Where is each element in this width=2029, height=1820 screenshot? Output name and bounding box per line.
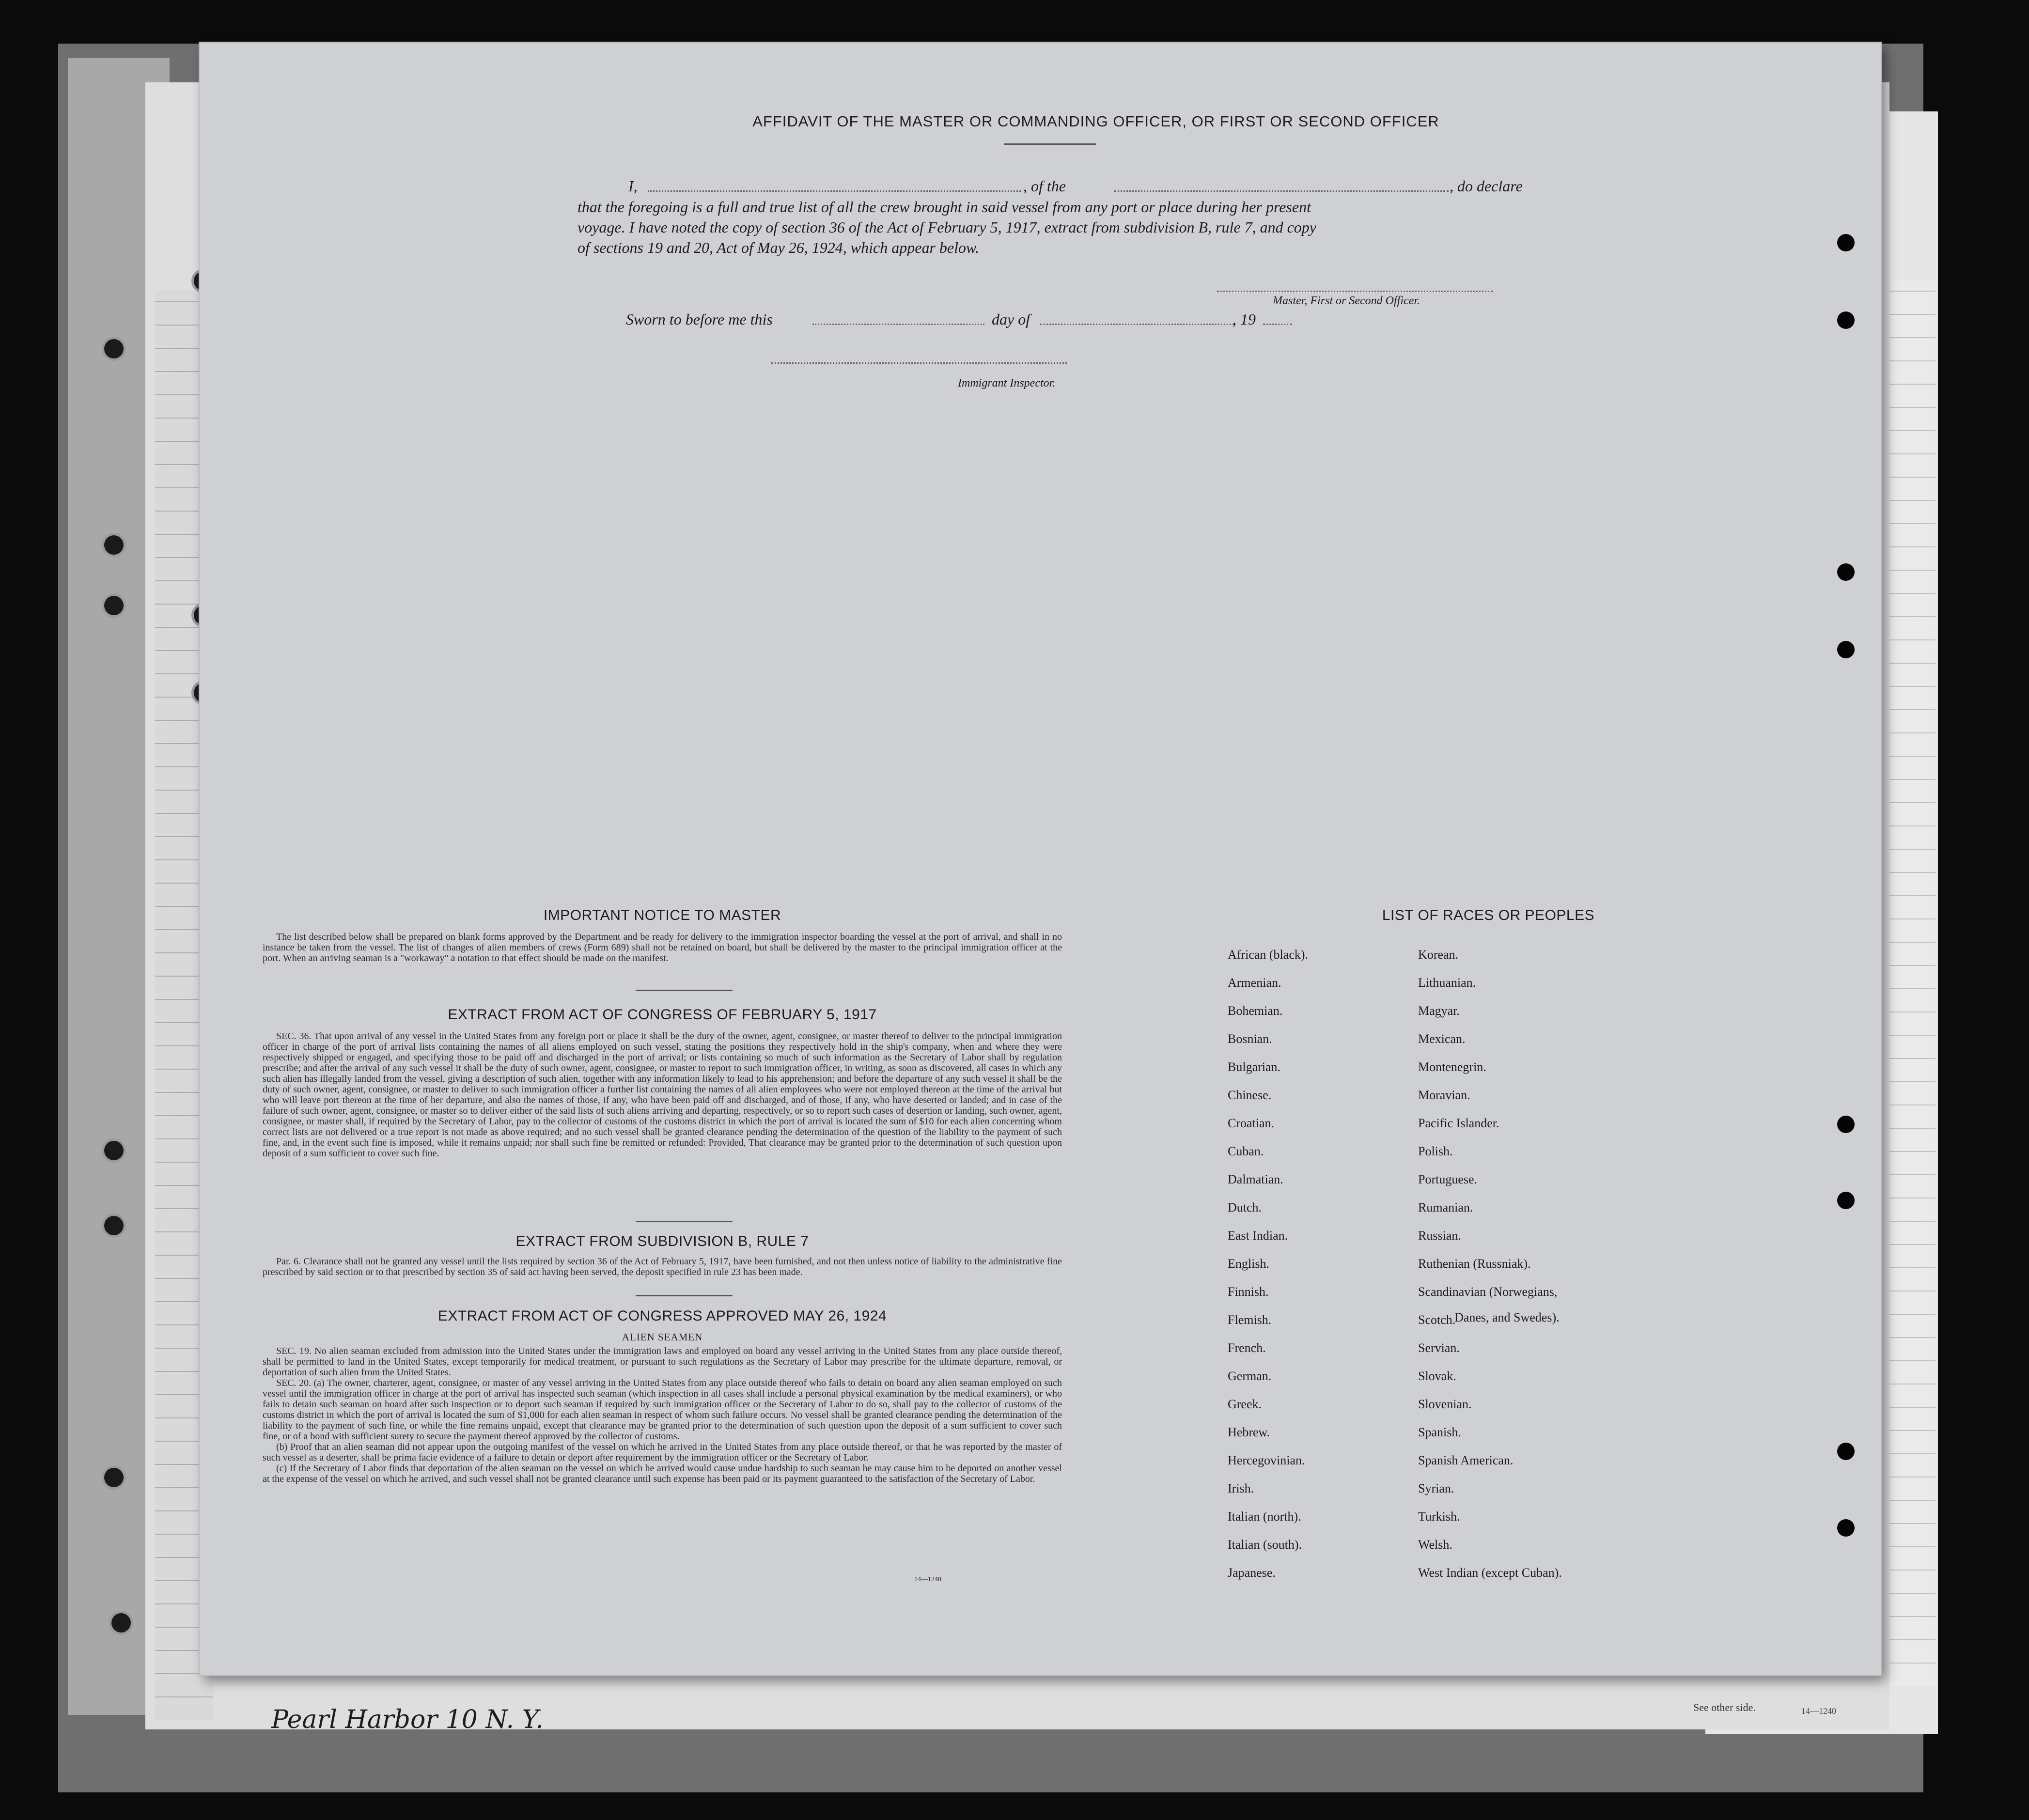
race-item: Slovenian. (1418, 1397, 1472, 1411)
race-item: Magyar. (1418, 1004, 1460, 1018)
affidavit-of-the: , of the (1023, 177, 1066, 195)
punch-hole (1837, 1443, 1855, 1460)
race-item: Dutch. (1228, 1200, 1262, 1214)
race-item: German. (1228, 1369, 1272, 1383)
races-heading: LIST OF RACES OR PEOPLES (1382, 907, 1595, 923)
rule-7-body (263, 1256, 1062, 1277)
sec-20c-text: (c) If the Secretary of Labor finds that deportation of the alien seaman on the vessel on which he arrived would cause undue hardship to such seaman he may cause him to be deported on another vessel at the expense of the vessel on which he arrived, and such vessel shall not be granted clearance until such expense has been paid or its payment guaranteed to the satisfaction of the Secretary of Labor. (263, 1463, 1062, 1484)
alien-seamen-subheading: ALIEN SEAMEN (622, 1331, 703, 1343)
sec-19-text: SEC. 19. No alien seaman excluded from admission into the United States under the immigration laws and employed on board any vessel arriving in the United States from any place outside thereof, shall be permitted to land in the United States, except temporarily for medical treatment, or pursuant to such regulations as the Secretary of Labor may prescribe for the ultimate departure, removal, or deportation of such alien from the United States. (263, 1346, 1062, 1378)
punch-hole (1837, 1192, 1855, 1209)
race-item: Servian. (1418, 1341, 1460, 1355)
race-item: Ruthenian (Russniak). (1418, 1257, 1531, 1271)
notice-body (263, 932, 1062, 964)
race-item: Spanish American. (1418, 1453, 1514, 1467)
extract-1924-heading: EXTRACT FROM ACT OF CONGRESS APPROVED MAY 26, 1924 (437, 1308, 887, 1324)
race-item: Bohemian. (1228, 1004, 1283, 1018)
race-item: Japanese. (1228, 1566, 1276, 1580)
affidavit-title: AFFIDAVIT OF THE MASTER OR COMMANDING OFFICER, OR FIRST OR SECOND OFFICER (752, 113, 1439, 130)
extract-1924-body (263, 1346, 1062, 1484)
race-item: Italian (north). (1228, 1509, 1301, 1524)
inspector-label: Immigrant Inspector. (958, 377, 1056, 389)
race-item: Moravian. (1418, 1088, 1470, 1102)
day-of-text: day of (992, 311, 1030, 328)
title-rule (1004, 143, 1096, 145)
race-item: Dalmatian. (1228, 1172, 1283, 1186)
race-item: East Indian. (1228, 1229, 1288, 1243)
race-item: Bosnian. (1228, 1032, 1272, 1046)
race-item: Rumanian. (1418, 1200, 1473, 1214)
race-item: Greek. (1228, 1397, 1262, 1411)
form-number: 14—1240 (914, 1576, 941, 1583)
race-item: Russian. (1418, 1229, 1461, 1243)
binder-hole (104, 1141, 124, 1160)
affidavit-do-declare: , do declare (1450, 177, 1523, 195)
binder-hole (104, 535, 124, 555)
race-item: Polish. (1418, 1144, 1453, 1158)
race-item: Scotch. (1418, 1313, 1456, 1327)
sworn-day-blank (812, 324, 984, 325)
race-item: Lithuanian. (1418, 976, 1476, 990)
race-item: Croatian. (1228, 1116, 1275, 1130)
race-item: English. (1228, 1257, 1269, 1271)
affidavit-i: I, (628, 177, 638, 195)
race-item: Korean. (1418, 948, 1459, 962)
race-item: Irish. (1228, 1481, 1254, 1495)
inspector-signature-line (771, 362, 1067, 364)
handwritten-annotation: Pearl Harbor 10 N. Y. (271, 1705, 544, 1734)
race-item: Pacific Islander. (1418, 1116, 1499, 1130)
section-rule (636, 990, 733, 991)
extract-1917-heading: EXTRACT FROM ACT OF CONGRESS OF FEBRUARY 5, 1917 (448, 1007, 877, 1023)
master-signature-line (1217, 291, 1493, 292)
race-item: Hercegovinian. (1228, 1453, 1305, 1467)
year-prefix: , 19 (1233, 311, 1256, 328)
race-item: French. (1228, 1341, 1266, 1355)
race-item: Slovak. (1418, 1369, 1456, 1383)
extract-1917-body (263, 1031, 1062, 1159)
affidavit-line-2: that the foregoing is a full and true list of all the crew brought in said vessel from any port or place during her present (577, 198, 1311, 216)
race-item: Flemish. (1228, 1313, 1272, 1327)
sworn-year-blank (1263, 324, 1292, 325)
binder-hole (104, 1216, 124, 1235)
race-item: Syrian. (1418, 1481, 1454, 1495)
manifest-back-page (200, 43, 1881, 1675)
sworn-month-blank (1040, 324, 1234, 325)
binder-hole (104, 596, 124, 615)
notice-text: The list described below shall be prepared on blank forms approved by the Department and be ready for delivery to the immigration inspector boarding the vessel at the port of arrival, and shall in no instance be taken from the vessel. The list of changes of alien members of crews (Form 689) shall not be retained on board, but shall be delivered by the master to the principal immigration officer at the port. When an arriving seaman is a "workaway" a notation to that effect should be made on the manifest. (263, 932, 1062, 964)
punch-hole (1837, 641, 1855, 658)
binder-hole (104, 339, 124, 358)
punch-hole (1837, 1519, 1855, 1537)
race-item: Armenian. (1228, 976, 1281, 990)
punch-hole (1837, 311, 1855, 329)
other-side-note: See other side. (1693, 1701, 1756, 1713)
notice-heading: IMPORTANT NOTICE TO MASTER (543, 907, 781, 923)
sec-20a-text: SEC. 20. (a) The owner, charterer, agent, consignee, or master of any vessel arriving in the United States from any place outside thereof who fails to detain on board any alien seaman employed on such vessel until the immigration officer in charge at the port of arrival has inspected such seaman (which inspection in all cases shall include a personal physical examination by the medical examiners), or who fails to detain such seaman on board after such inspection or to deport such seaman if required by such immigration officer or the Secretary of Labor to do so, shall pay to the collector of customs of the customs district in which the port of arrival is located the sum of $1,000 for each alien seaman in respect of whom such failure occurs. No vessel shall be granted clearance pending the determination of the liability to the payment of such fine, or while the fine remains unpaid, except that clearance may be granted prior to the determination of such question upon the deposit of a sum sufficient to cover such fine, or of a bond with sufficient surety to secure the payment thereof approved by the collector of customs. (263, 1378, 1062, 1442)
race-item: Welsh. (1418, 1538, 1452, 1552)
race-item: Montenegrin. (1418, 1060, 1486, 1074)
margin-form-number: 14—1240 (1801, 1706, 1836, 1716)
rule-7-heading: EXTRACT FROM SUBDIVISION B, RULE 7 (515, 1233, 809, 1249)
sworn-before-text: Sworn to before me this (626, 311, 773, 328)
race-item: Finnish. (1228, 1285, 1269, 1299)
vessel-blank (1114, 190, 1449, 192)
section-rule (636, 1221, 733, 1222)
affidavit-line-4: of sections 19 and 20, Act of May 26, 1924, which appear below. (577, 239, 979, 256)
name-blank (648, 190, 1021, 192)
race-item: African (black). (1228, 948, 1309, 962)
section-36-text: SEC. 36. That upon arrival of any vessel in the United States from any foreign port or place it shall be the duty of the owner, agent, consignee, or master thereof to deliver to the principal immigration officer in charge of the port of arrival lists containing the names of all aliens employed on such vessel, stating the positions they respectively hold in the ship's company, when and where they were respectively shipped or engaged, and specifying those to be paid off and discharged in the port of arrival; or lists containing so much of such information as the Secretary of Labor shall by regulation prescribe; and after the arrival of any such vessel it shall be the duty of such owner, agent, consignee, or master to report to such immigration officer, in writing, as soon as discovered, all cases in which any such alien has illegally landed from the vessel, giving a description of such alien, together with any information likely to lead to his apprehension; and before the departure of any such vessel it shall be the duty of such owner, agent, consignee, or master to deliver to such immigration officer a further list containing the names of all alien employees who were not employed thereon at the time of the arrival but who will leave port thereon at the time of her departure, and also the names of those, if any, who have been paid off and discharged, and of those, if any, who have deserted or landed; and in case of the failure of such owner, agent, consignee, or master so to deliver either of the said lists of such aliens arriving and departing, respectively, or so to report such cases of desertion or landing, such owner, agent, consignee, or master shall, if required by the Secretary of Labor, pay to the collector of customs of the customs district in which the port of arrival is located the sum of $10 for each alien concerning whom correct lists are not delivered or a true report is not made as above required; and no such vessel shall be granted clearance pending the determination of the question of the liability to the payment of such fine, and, in the event such fine is imposed, while it remains unpaid; nor shall such fine be remitted or refunded: Provided, That clearance may be granted prior to the determination of such question upon deposit of a sum sufficient to cover such fine. (263, 1031, 1062, 1159)
race-item: West Indian (except Cuban). (1418, 1566, 1562, 1580)
punch-hole (1837, 1116, 1855, 1133)
section-rule (636, 1295, 733, 1296)
punch-hole (1837, 563, 1855, 581)
race-item: Cuban. (1228, 1144, 1264, 1158)
binder-hole (104, 1468, 124, 1487)
race-item: Turkish. (1418, 1509, 1460, 1524)
race-item: Mexican. (1418, 1032, 1466, 1046)
race-item: Hebrew. (1228, 1425, 1270, 1439)
binder-hole (111, 1613, 131, 1633)
race-item: Portuguese. (1418, 1172, 1478, 1186)
sec-20b-text: (b) Proof that an alien seaman did not appear upon the outgoing manifest of the vessel on which he arrived in the United States from any place outside thereof, or that he was reported by the master of such vessel as a deserter, shall be prima facie evidence of a failure to detain or deport after requirement by the immigration officer or the Secretary of Labor. (263, 1442, 1062, 1463)
race-item-continuation: Danes, and Swedes). (1454, 1310, 1560, 1324)
affidavit-line-3: voyage. I have noted the copy of section 36 of the Act of February 5, 1917, extract from subdivision B, rule 7, and copy (577, 218, 1316, 236)
race-item: Scandinavian (Norwegians, (1418, 1285, 1558, 1299)
race-item: Chinese. (1228, 1088, 1272, 1102)
race-item: Italian (south). (1228, 1538, 1302, 1552)
master-signature-label: Master, First or Second Officer. (1273, 295, 1420, 307)
punch-hole (1837, 234, 1855, 251)
race-item: Bulgarian. (1228, 1060, 1281, 1074)
rule-7-text: Par. 6. Clearance shall not be granted any vessel until the lists required by section 36 of the Act of February 5, 1917, have been furnished, and not then unless notice of liability to the administrative fine prescribed by said section or to that prescribed by section 35 of said act having been served, the deposit specified in rule 23 has been made. (263, 1256, 1062, 1277)
race-item: Spanish. (1418, 1425, 1461, 1439)
